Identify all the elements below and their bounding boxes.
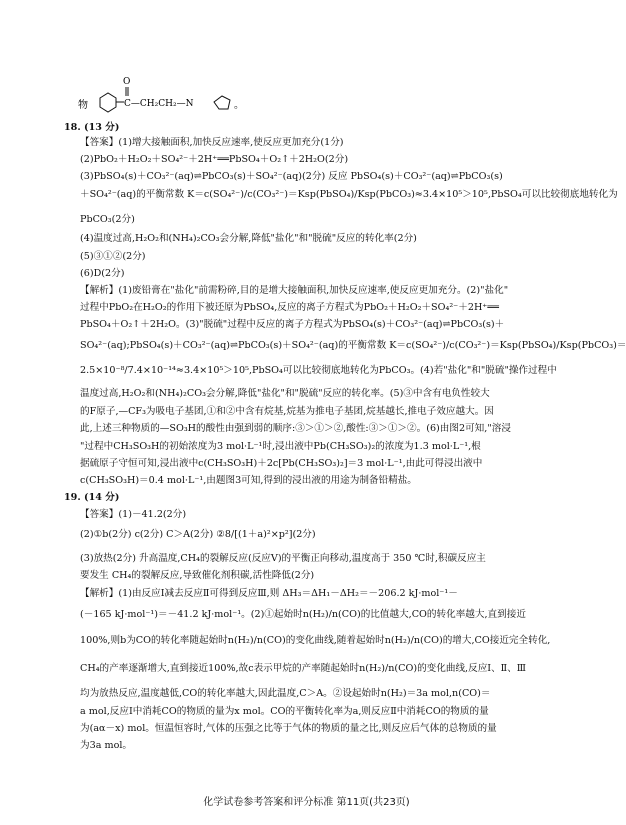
q19-analysis-line: 100%,则b为CO的转化率随起始时n(H₂)/n(CO)的变化曲线,随着起始时n(H₂)/n(CO)的增大,CO接近完全转化, <box>80 635 551 646</box>
structure-prefix: 物 <box>78 100 88 111</box>
page-footer: 化学试卷参考答案和评分标准 第11页(共23页) <box>203 797 410 808</box>
q19-answer-line: (3)放热(2分) 升高温度,CH₄的裂解反应(反应Ⅴ)的平衡正向移动,温度高于 350 ℃时,积碳反应主 <box>80 553 486 564</box>
q18-answer-line: (2)PbO₂＋H₂O₂＋SO₄²⁻＋2H⁺══PbSO₄＋O₂↑＋2H₂O(2分) <box>80 154 349 165</box>
q19-analysis-line: 均为放热反应,温度越低,CO的转化率越大,因此温度,C＞A。②设起始时n(H₂)＝3a mol,n(CO)＝ <box>80 688 491 699</box>
q19-analysis-line: 为3a mol。 <box>80 740 133 751</box>
q18-analysis-line: c(CH₃SO₃H)＝0.4 mol·L⁻¹,由题图3可知,得到的浸出液的用途为制备铅精盐。 <box>80 475 417 486</box>
q19-answer-line: 【答案】(1)－41.2(2分) <box>80 509 187 520</box>
benzene-ring-icon <box>100 93 116 112</box>
q19-analysis-line: 为(aα－x) mol。恒温恒容时,气体的压强之比等于气体的物质的量之比,则反应后气体的总物质的量 <box>80 723 497 734</box>
pyrrolidine-ring-icon <box>214 96 230 109</box>
q18-analysis-line: 的F原子,—CF₃为吸电子基团,①和②中含有烷基,烷基为推电子基团,烷基越长,推电子效应越大。因 <box>80 406 494 417</box>
q18-analysis-line: 此,上述三种物质的—SO₃H的酸性由强到弱的顺序:③＞①＞②,酸性:③＞①＞②。(6)由图2可知,"溶浸 <box>80 423 511 434</box>
q18-analysis-line: 温度过高,H₂O₂和(NH₄)₂CO₃会分解,降低"盐化"和"脱硫"反应的转化率。(5)③中含有电负性较大 <box>80 388 490 399</box>
q18-answer-line: (6)D(2分) <box>80 268 125 279</box>
q19-analysis-line: a mol,反应Ⅰ中消耗CO的物质的量为x mol。CO的平衡转化率为a,则反应Ⅱ中消耗CO的物质的量 <box>80 706 489 717</box>
q18-answer-line: PbCO₃(2分) <box>80 214 135 225</box>
q18-answer-line: (5)③①②(2分) <box>80 251 146 262</box>
q18-analysis-line: 据硫原子守恒可知,浸出液中c(CH₃SO₃H)＋2c[Pb(CH₃SO₃)₂]＝3 mol·L⁻¹,由此可得浸出液中 <box>80 458 483 469</box>
q18-analysis-line: 过程中PbO₂在H₂O₂的作用下被还原为PbSO₄,反应的离子方程式为PbO₂＋H₂O₂＋SO₄²⁻＋2H⁺══ <box>80 302 499 313</box>
q18-header: 18. (13 分) <box>64 122 120 133</box>
q18-analysis-line: 【解析】(1)废铅膏在"盐化"前需粉碎,目的是增大接触面积,加快反应速率,使反应更加充分。(2)"盐化" <box>80 285 509 296</box>
q18-answer-line: ＋SO₄²⁻(aq)的平衡常数 K＝c(SO₄²⁻)/c(CO₃²⁻)＝Ksp(PbSO₄)/Ksp(PbCO₃)≈3.4×10⁵＞10⁵,PbSO₄可以比较彻底地转化为 <box>80 189 618 200</box>
q19-analysis-line: CH₄的产率逐渐增大,直到接近100%,故c表示甲烷的产率随起始时n(H₂)/n(CO)的变化曲线,反应Ⅰ、Ⅱ、Ⅲ <box>80 663 527 674</box>
q19-analysis-line: (－165 kJ·mol⁻¹)＝－41.2 kJ·mol⁻¹。(2)①起始时n(H₂)/n(CO)的比值越大,CO的转化率越大,直到接近 <box>80 609 526 620</box>
q18-answer-line: (4)温度过高,H₂O₂和(NH₄)₂CO₃会分解,降低"盐化"和"脱硫"反应的转化率(2分) <box>80 233 417 244</box>
q18-answer-line: (3)PbSO₄(s)＋CO₃²⁻(aq)⇌PbCO₃(s)＋SO₄²⁻(aq)(2分) 反应 PbSO₄(s)＋CO₃²⁻(aq)⇌PbCO₃(s) <box>80 171 503 182</box>
molecule-structure-diagram <box>78 76 258 116</box>
structure-suffix: 。 <box>234 100 244 111</box>
q18-analysis-line: SO₄²⁻(aq);PbSO₄(s)＋CO₃²⁻(aq)⇌PbCO₃(s)＋SO₄²⁻(aq)的平衡常数 K＝c(SO₄²⁻)/c(CO₃²⁻)＝Ksp(PbSO₄)/Ksp(PbCO₃)＝ <box>80 340 626 351</box>
q19-analysis-line: 【解析】(1)由反应Ⅰ减去反应Ⅱ可得到反应Ⅲ,则 ΔH₃＝ΔH₁－ΔH₂＝－206.2 kJ·mol⁻¹－ <box>80 588 458 599</box>
q18-answer-line: 【答案】(1)增大接触面积,加快反应速率,使反应更加充分(1分) <box>80 137 344 148</box>
q19-header: 19. (14 分) <box>64 492 120 503</box>
q18-analysis-line: 2.5×10⁻⁸/7.4×10⁻¹⁴≈3.4×10⁵＞10⁵,PbSO₄可以比较彻底地转化为PbCO₃。(4)若"盐化"和"脱硫"操作过程中 <box>80 365 557 376</box>
q18-analysis-line: "过程中CH₃SO₃H的初始浓度为3 mol·L⁻¹时,浸出液中Pb(CH₃SO₃)₂的浓度为1.3 mol·L⁻¹,根 <box>80 441 481 452</box>
q19-answer-line: 要发生 CH₄的裂解反应,导致催化剂积碳,活性降低(2分) <box>80 570 315 581</box>
carbonyl-oxygen: O <box>123 77 131 87</box>
chain-label: C—CH₂CH₂—N <box>124 99 194 109</box>
q18-analysis-line: PbSO₄＋O₂↑＋2H₂O。(3)"脱硫"过程中反应的离子方程式为PbSO₄(s)＋CO₃²⁻(aq)⇌PbCO₃(s)＋ <box>80 319 505 330</box>
q19-answer-line: (2)①b(2分) c(2分) C＞A(2分) ②8/[(1＋a)²×p²](2分) <box>80 529 316 540</box>
